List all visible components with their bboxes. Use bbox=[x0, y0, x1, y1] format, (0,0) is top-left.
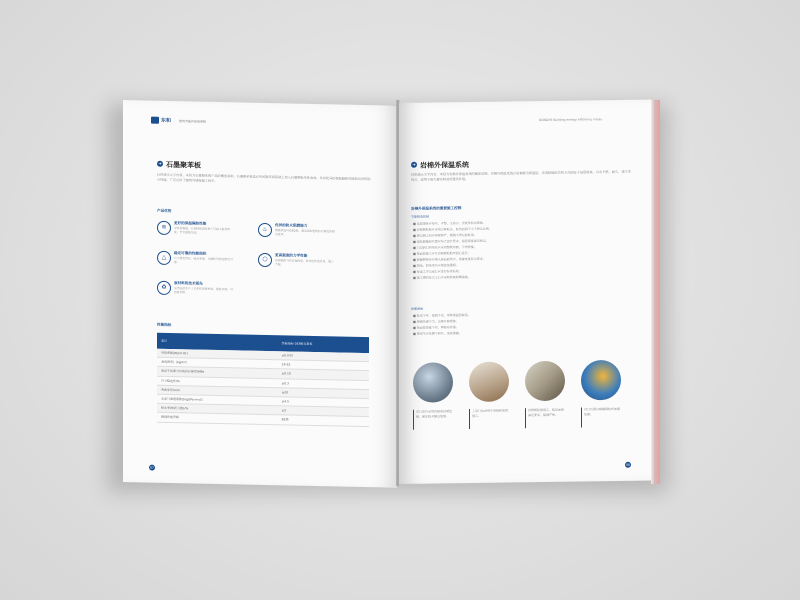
bullet-item: ■ 抹面层施工应在岩棉板粘贴牢固后进行。 bbox=[413, 250, 471, 256]
caption-bar bbox=[525, 408, 526, 428]
card-desc: 燃烧性能可达B1级，满足国家建筑防火规范的相关要求。 bbox=[275, 228, 335, 237]
brand-logo-text: 东和 bbox=[161, 117, 172, 125]
page-number: 08 bbox=[626, 462, 630, 467]
advantage-card bbox=[157, 251, 234, 267]
caption-bar bbox=[413, 410, 414, 430]
stability-icon: △ bbox=[157, 251, 171, 265]
card-title: 优异的防火阻燃能力 bbox=[275, 223, 308, 228]
table-cell: ≤0.3 bbox=[278, 378, 369, 389]
intro-paragraph: 仅供演示文字内容，本段为岩棉外保温系统的概述说明。岩棉外保温系统以岩棉板为保温层，采用粘锚结合的方式固定于基层墙体，具有不燃、耐久、透气等优点，适用于防火要求较高的建筑外墙。 bbox=[411, 169, 631, 182]
section-title: 岩棉外保温系统 bbox=[420, 161, 469, 170]
card-desc: 采用先进生产工艺和优质原材料，绿色环保，可回收利用。 bbox=[174, 286, 233, 295]
intro-paragraph: 仅供演示文字内容，本段为石墨聚苯板产品的概述说明。石墨聚苯板是在传统聚苯板基础上加入石墨颗粒改性而成，具有优异的保温隔热性能和良好的防火性能，广泛应用于建筑外墙保温工程中。 bbox=[157, 172, 371, 183]
bullet-item: ■ 门窗洞口四角处应采用整板切割，不得拼接。 bbox=[413, 244, 477, 250]
photo-caption: 上部门边采用专用锚栓加固施工。 bbox=[472, 408, 509, 418]
table-cell: 尺寸稳定性/% bbox=[157, 376, 278, 388]
card-title: 稳定可靠的性能指标 bbox=[174, 251, 207, 256]
bullet-item: ■ 锚栓数量和位置应符合设计要求，锚固深度满足规定。 bbox=[413, 238, 489, 244]
table-cell: 水蒸气渗透系数/[ng/(Pa·m·s)] bbox=[157, 394, 278, 406]
section-arrow-icon: ➜ bbox=[412, 161, 416, 167]
subheading: 节能构造控制 bbox=[411, 214, 430, 219]
bullet-item: ■ 基层墙体应坚实、平整，无油污、空鼓及松动现象。 bbox=[413, 220, 486, 226]
mesh-layer-photo bbox=[525, 361, 565, 402]
advantage-card bbox=[258, 223, 335, 239]
insulation-icon: ≋ bbox=[157, 221, 171, 235]
advantage-card bbox=[157, 221, 234, 237]
subheading: 质量通病 bbox=[411, 306, 424, 311]
table-cell: 弯曲变形/mm bbox=[157, 385, 278, 397]
advantage-card bbox=[258, 253, 335, 269]
table-cell: 18-22 bbox=[278, 360, 369, 371]
table-cell: ≤3 bbox=[278, 406, 369, 417]
table-cell: ≤0.033 bbox=[278, 351, 369, 362]
bullet-item: ■ 施工期间及完工后应采取防雨防晒措施。 bbox=[413, 274, 471, 280]
photo-caption: 窗口部位采用岩棉条封堵处理，保证防火隔离效果。 bbox=[416, 409, 453, 419]
table-cell: ≥0.10 bbox=[278, 369, 369, 380]
photo-caption: 窗口位置以耐碱网格布加强处理。 bbox=[584, 406, 621, 417]
bullet-item: ■ 细部节点处理不到位，造成渗漏。 bbox=[413, 331, 462, 336]
header-english: DONGHE Building energy efficiency insula bbox=[539, 117, 603, 123]
card-desc: 导热系数低，在相同保温效果下可减少板材厚度，节省建筑空间。 bbox=[174, 226, 230, 235]
table-header-cell: 项目 bbox=[157, 333, 278, 352]
table-cell: ≥20 bbox=[278, 387, 369, 398]
recycle-icon: ♻ bbox=[157, 281, 171, 295]
card-title: 更高强度的力学性能 bbox=[275, 253, 308, 258]
table-header-cell: 性能指标 033级石墨板 bbox=[278, 335, 369, 353]
bullet-item: ■ 板缝处理不当，出现开裂现象。 bbox=[413, 319, 459, 324]
bullet-item: ■ 粘结不牢，锚固不足，导致保温层脱落。 bbox=[413, 312, 471, 318]
header-subtitle: 建筑节能外保温系统 bbox=[179, 118, 207, 124]
right-page bbox=[399, 99, 651, 484]
table-cell: ≤4.5 bbox=[278, 397, 369, 408]
card-desc: 尺寸稳定性好，吸水率低，长期使用性能稳定可靠。 bbox=[174, 256, 233, 265]
bullet-item: ■ 耐碱网格布应埋入抹面胶浆中，搭接宽度符合要求。 bbox=[413, 256, 486, 262]
table-cell: 表观密度/（kg/m³） bbox=[157, 357, 278, 369]
table-cell: 导热系数[W/(m·K)] bbox=[157, 349, 278, 360]
page-number: 07 bbox=[150, 465, 154, 470]
table-cell: 吸水率(体积分数)/% bbox=[157, 403, 278, 415]
advantage-card bbox=[157, 281, 234, 297]
bullet-item: ■ 阳角、阴角部位应增设加强网。 bbox=[413, 263, 459, 268]
table-cell: 燃烧性能等级 bbox=[157, 413, 278, 425]
performance-table bbox=[157, 333, 369, 427]
photo-caption: 岩棉板粘贴施工，粘结面积满足要求，接缝严密。 bbox=[528, 407, 565, 417]
strength-icon: ⬡ bbox=[258, 253, 272, 267]
bullet-item: ■ 抹面层厚度不均，网格布外露。 bbox=[413, 325, 459, 330]
page-edge bbox=[651, 100, 660, 484]
table-cell: B1级 bbox=[278, 415, 369, 426]
wall-anchor-photo bbox=[469, 361, 509, 402]
advantages-title: 产品优势 bbox=[157, 208, 172, 214]
bullet-item: ■ 岩棉板粘贴应采用点框粘法，粘结面积不小于规定比例。 bbox=[413, 226, 492, 232]
fire-icon: ♨ bbox=[258, 223, 272, 237]
section-title: 石墨聚苯板 bbox=[166, 160, 201, 170]
worker-helmet-photo bbox=[581, 360, 621, 401]
caption-bar bbox=[581, 407, 582, 427]
card-title: 更好的保温隔热性能 bbox=[174, 221, 207, 226]
bullet-item: ■ 板与板之间应挤紧拼严，板缝不得有胶粘剂。 bbox=[413, 232, 477, 238]
caption-bar bbox=[469, 409, 470, 429]
control-title: 岩棉外保温系统的重要施工控制 bbox=[411, 206, 462, 211]
table-cell: 垂直于板面方向的抗拉强度/MPa bbox=[157, 367, 278, 379]
card-title: 原材料的技术领先 bbox=[174, 281, 203, 286]
construction-worker-photo bbox=[413, 362, 453, 403]
table-title: 性能指标 bbox=[157, 322, 172, 328]
left-page bbox=[123, 100, 397, 488]
brand-logo-icon bbox=[151, 117, 159, 124]
card-desc: 压缩强度与抗拉强度高，抗冲击性能优良，施工方便。 bbox=[275, 258, 334, 267]
section-arrow-icon: ➜ bbox=[158, 160, 162, 166]
bullet-item: ■ 每道工序完成后应进行检查验收。 bbox=[413, 269, 462, 274]
brand-logo bbox=[151, 117, 206, 125]
